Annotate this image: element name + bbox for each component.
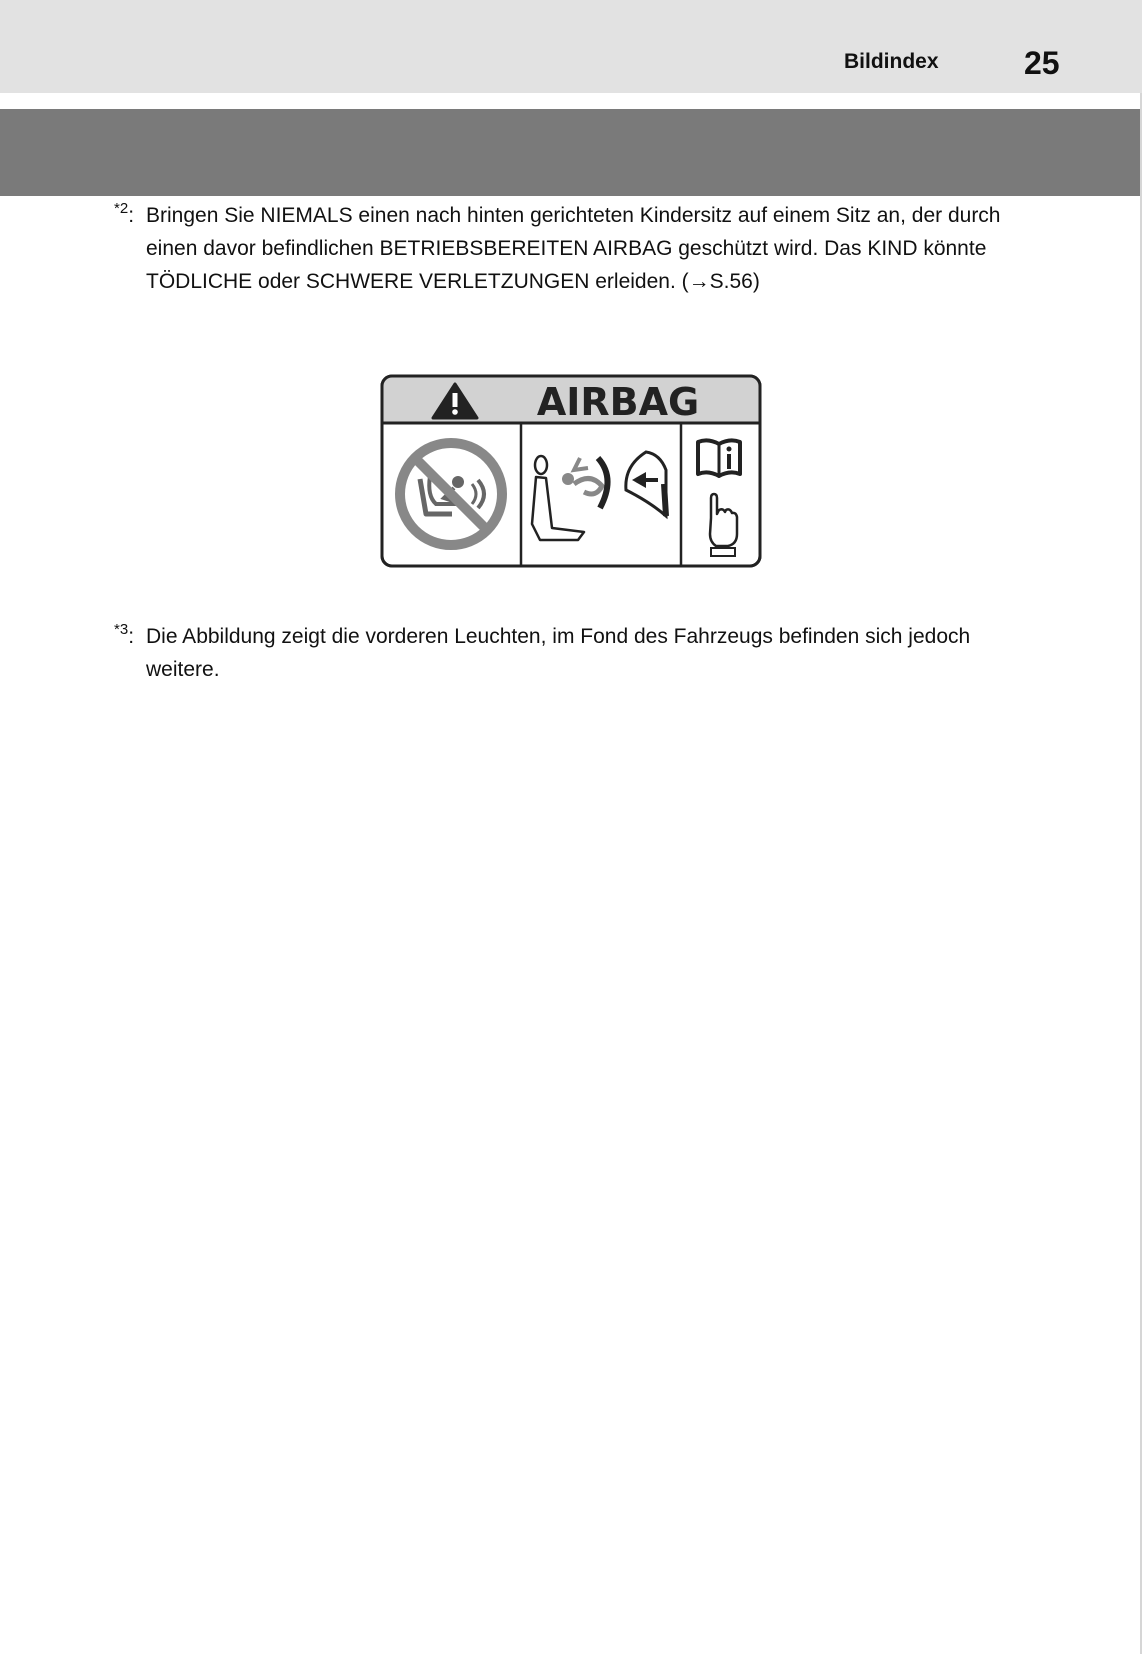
footnote-text: Die Abbildung zeigt die vorderen Leuchten, im Fond des Fahrzeugs befinden sich jedoch weitere. <box>146 625 971 681</box>
manual-info-icon <box>698 440 740 476</box>
airbag-warning-label <box>380 374 762 568</box>
footnote-marker: $^{*2}$: <box>114 200 135 227</box>
header-band <box>0 109 1142 196</box>
page-number: 25 <box>1024 45 1060 81</box>
section-title: Bildindex <box>844 50 939 73</box>
airbag-label-title: AIRBAG <box>536 380 700 424</box>
footnote-marker: $^{*3}$: <box>114 621 135 648</box>
airbag-label-graphic <box>380 374 762 568</box>
footnote-3 <box>114 620 1014 686</box>
footnote-2 <box>114 199 1014 298</box>
page-header <box>0 0 1142 93</box>
footnote-text: Bringen Sie NIEMALS einen nach hinten gerichteten Kindersitz auf einem Sitz an, der durch einen davor befindlichen BETRIEBSBEREITEN AIRBAG geschützt wird. Das KIND könnte TÖDLICHE oder SCHWERE VERLETZUNGEN erleiden. (→S.56) <box>146 204 1001 293</box>
